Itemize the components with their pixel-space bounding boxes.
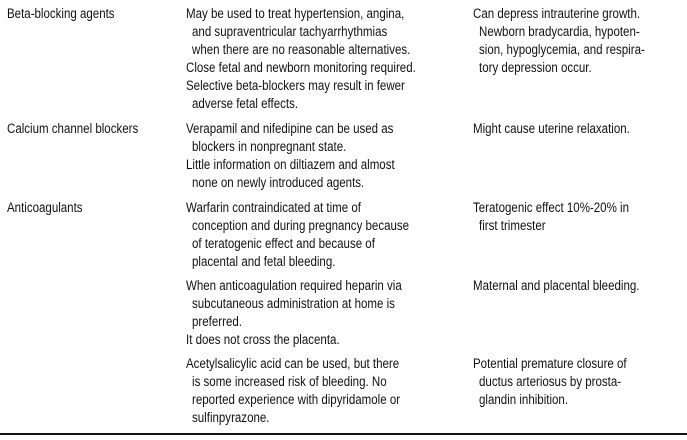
effect-cell (473, 355, 627, 409)
comment-line: reported experience with dipyridamole or (192, 392, 401, 407)
comment-cell (186, 277, 402, 349)
comment-line: When anticoagulation required heparin via (186, 278, 402, 293)
agent-name: Anticoagulants (7, 200, 83, 215)
effect-line: ductus arteriosus by prosta- (479, 374, 622, 389)
effect-cell (473, 5, 645, 77)
effect-line: first trimester (479, 218, 546, 233)
agent-cell (7, 199, 83, 217)
agent-name: Calcium channel blockers (7, 121, 139, 136)
comment-line: none on newly introduced agents. (192, 175, 365, 190)
comment-line: blockers in nonpregnant state. (192, 139, 347, 154)
comment-line: It does not cross the placenta. (186, 332, 340, 347)
effect-line: tory depression occur. (479, 60, 592, 75)
comment-cell (186, 5, 416, 113)
effect-line: glandin inhibition. (479, 392, 569, 407)
comment-line: sulfinpyrazone. (192, 410, 270, 425)
comment-line: preferred. (192, 314, 242, 329)
comment-line: Little information on diltiazem and almost (186, 157, 395, 172)
effect-line: Might cause uterine relaxation. (473, 121, 630, 136)
effect-cell (473, 199, 629, 235)
comment-line: is some increased risk of bleeding. No (192, 374, 387, 389)
comment-line: Selective beta-blockers may result in fewer (186, 78, 405, 93)
comment-line: adverse fetal effects. (192, 96, 299, 111)
comment-cell (186, 355, 400, 427)
agent-name: Beta-blocking agents (7, 6, 115, 21)
comment-line: Close fetal and newborn monitoring required. (186, 60, 416, 75)
comment-cell (186, 120, 395, 192)
agent-cell (7, 120, 138, 138)
effect-line: Teratogenic effect 10%-20% in (473, 200, 629, 215)
comment-line: placental and fetal bleeding. (192, 254, 336, 269)
comment-line: conception and during pregnancy because (192, 218, 410, 233)
effect-line: Potential premature closure of (473, 356, 627, 371)
comment-line: May be used to treat hypertension, angina, (186, 6, 405, 21)
comment-line: Verapamil and nifedipine can be used as (186, 121, 394, 136)
effect-line: sion, hypoglycemia, and respira- (479, 42, 645, 57)
comment-line: subcutaneous administration at home is (192, 296, 395, 311)
agent-cell (7, 5, 115, 23)
comment-line: and supraventricular tachyarrhythmias (192, 24, 388, 39)
effect-line: Maternal and placental bleeding. (473, 278, 640, 293)
comment-line: when there are no reasonable alternatives. (192, 42, 411, 57)
effect-line: Can depress intrauterine growth. (473, 6, 641, 21)
comment-line: of teratogenic effect and because of (192, 236, 375, 251)
comment-cell (186, 199, 409, 271)
table-bottom-rule (0, 433, 687, 435)
comment-line: Acetylsalicylic acid can be used, but there (186, 356, 400, 371)
effect-cell (473, 277, 639, 295)
effect-line: Newborn bradycardia, hypoten- (479, 24, 640, 39)
effect-cell (473, 120, 630, 138)
comment-line: Warfarin contraindicated at time of (186, 200, 361, 215)
